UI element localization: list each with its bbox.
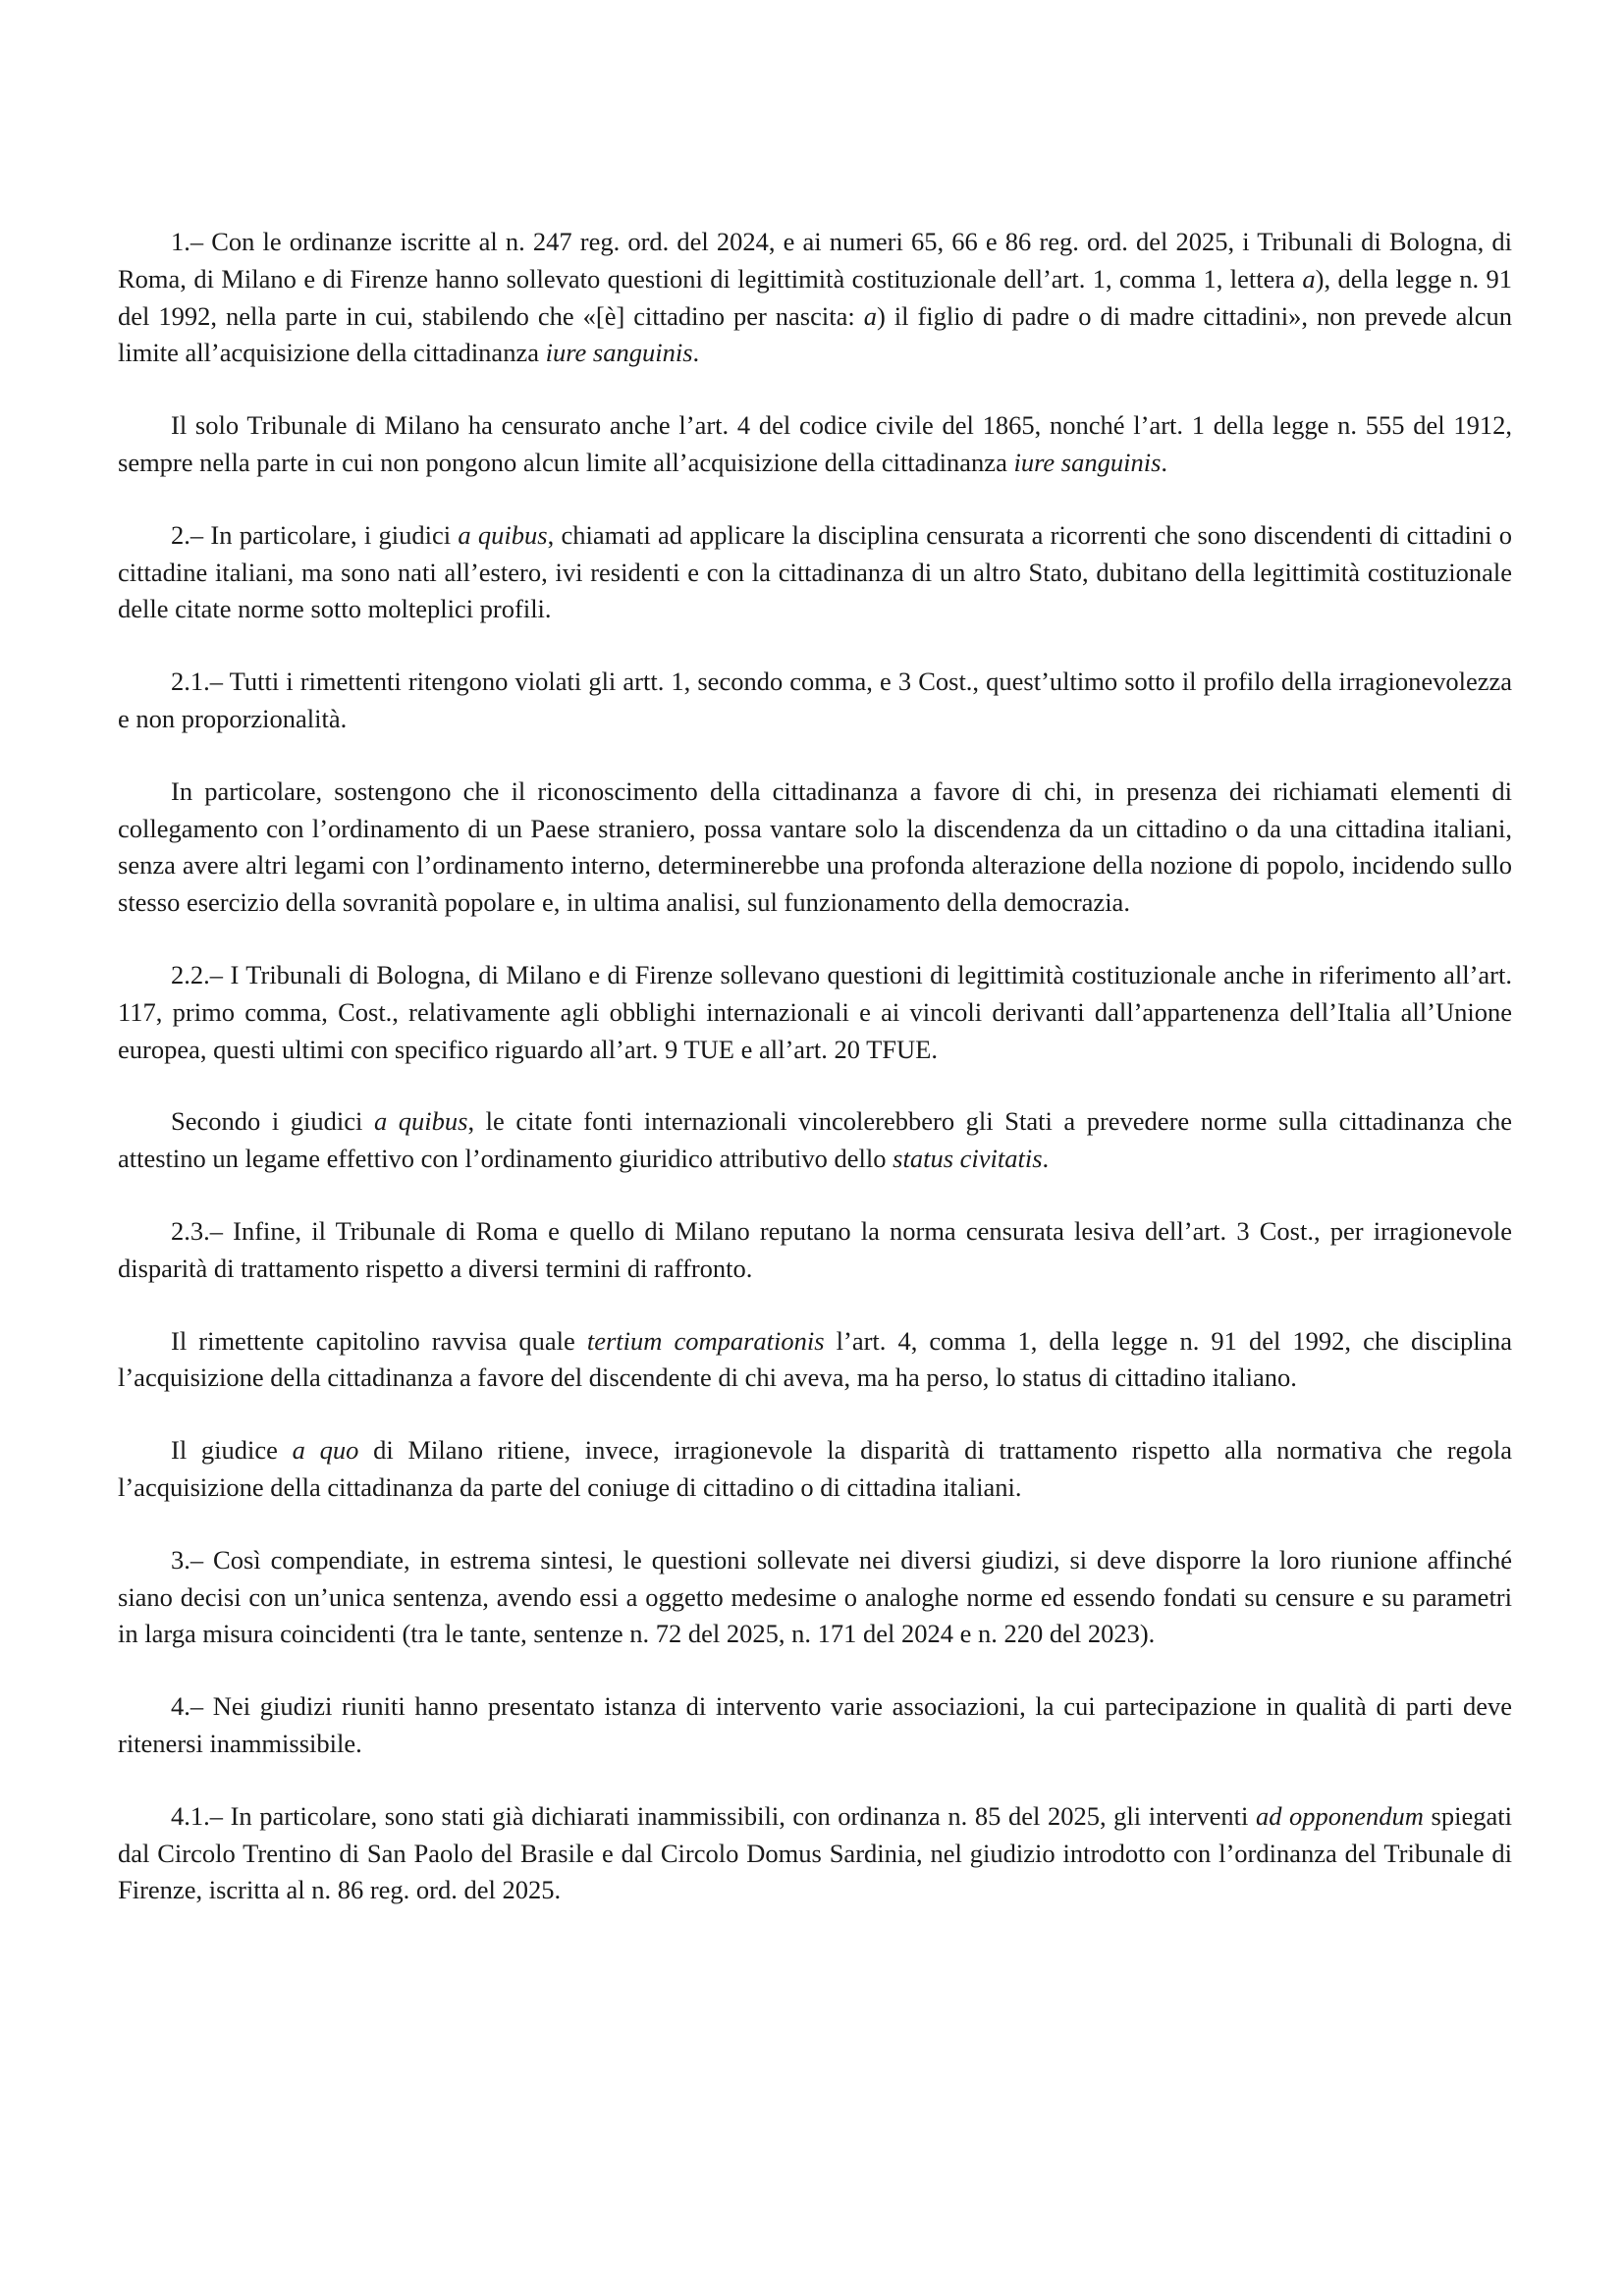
- paragraph: [118, 774, 1512, 922]
- text-run: , chiamati ad applicare la disciplina censurata a ricorrenti che sono discendenti di cittadini o cittadine italiani, ma sono nati all’estero, ivi residenti e con la cittadinanza di un altro Stato, dubitano della legittimità costituzionale delle citate norme sotto molteplici profili.: [118, 519, 1512, 624]
- italic-text: iure sanguinis: [545, 338, 693, 368]
- italic-text: a quibus: [458, 519, 548, 550]
- text-run: , le citate fonti internazionali vincolerebbero gli Stati a prevedere norme sulla cittadinanza che attestino un legame effettivo con l’ordinamento giuridico attributivo dello: [118, 1106, 1512, 1174]
- italic-text: ad opponendum: [1255, 1800, 1424, 1831]
- text-run: .: [1161, 447, 1168, 477]
- document-page: [118, 224, 1512, 1945]
- paragraph: [118, 1213, 1512, 1288]
- text-run: 2.2.– I Tribunali di Bologna, di Milano e di Firenze sollevano questioni di legittimità costituzionale anche in riferimento all’art. 117, primo comma, Cost., relativamente agli obblighi internazionali e ai vincoli derivanti dall’appartenenza dell’Italia all’Unione europea, questi ultimi con specifico riguardo all’art. 9 TUE e all’art. 20 TFUE.: [118, 959, 1512, 1064]
- paragraph: [118, 1688, 1512, 1763]
- text-run: 1.– Con le ordinanze iscritte al n. 247 reg. ord. del 2024, e ai numeri 65, 66 e 86 reg. ord. del 2025, i Tribunali di Bologna, di Roma, di Milano e di Firenze hanno sollevato questioni di legittimità costituzionale dell’art. 1, comma 1, lettera: [118, 227, 1512, 294]
- text-run: 4.– Nei giudizi riuniti hanno presentato istanza di intervento varie associazioni, la cui partecipazione in qualità di parti deve ritenersi inammissibile.: [118, 1691, 1512, 1758]
- text-run: 3.– Così compendiate, in estrema sintesi, le questioni sollevate nei diversi giudizi, si deve disporre la loro riunione affinché siano decisi con un’unica sentenza, avendo essi a oggetto medesime o analoghe norme ed essendo fondati su censure e su parametri in larga misura coincidenti (tra le tante, sentenze n. 72 del 2025, n. 171 del 2024 e n. 220 del 2023).: [118, 1544, 1512, 1649]
- italic-text: a: [863, 300, 877, 331]
- paragraph: [118, 1432, 1512, 1507]
- italic-text: a quo: [292, 1435, 359, 1466]
- paragraph: [118, 224, 1512, 372]
- text-run: ), della legge n. 91 del 1992, nella parte in cui, stabilendo che «[è] cittadino per nascita:: [118, 263, 1512, 331]
- text-run: 2.– In particolare, i giudici: [171, 519, 459, 550]
- text-run: 4.1.– In particolare, sono stati già dichiarati inammissibili, con ordinanza n. 85 del 2025, gli interventi: [171, 1800, 1256, 1831]
- text-run: Il rimettente capitolino ravvisa quale: [171, 1325, 587, 1356]
- italic-text: tertium comparationis: [586, 1325, 825, 1356]
- paragraph: [118, 664, 1512, 738]
- text-run: Il giudice: [171, 1435, 293, 1466]
- paragraph: [118, 517, 1512, 628]
- text-run: ) il figlio di padre o di madre cittadini», non prevede alcun limite all’acquisizione della cittadinanza: [118, 300, 1512, 368]
- text-run: .: [692, 338, 700, 368]
- italic-text: status civitatis: [893, 1144, 1043, 1174]
- text-run: 2.3.– Infine, il Tribunale di Roma e quello di Milano reputano la norma censurata lesiva dell’art. 3 Cost., per irragionevole disparità di trattamento rispetto a diversi termini di raffronto.: [118, 1215, 1512, 1283]
- text-run: spiegati dal Circolo Trentino di San Paolo del Brasile e dal Circolo Domus Sardinia, nel giudizio introdotto con l’ordinanza del Tribunale di Firenze, iscritta al n. 86 reg. ord. del 2025.: [118, 1800, 1512, 1905]
- italic-text: a: [1302, 263, 1316, 294]
- text-run: Il solo Tribunale di Milano ha censurato anche l’art. 4 del codice civile del 1865, nonché l’art. 1 della legge n. 555 del 1912, sempre nella parte in cui non pongono alcun limite all’acquisizione della cittadinanza: [118, 410, 1512, 477]
- paragraph: [118, 407, 1512, 482]
- italic-text: a quibus: [373, 1106, 468, 1137]
- paragraph: [118, 957, 1512, 1068]
- text-run: Secondo i giudici: [171, 1106, 374, 1137]
- paragraph: [118, 1542, 1512, 1653]
- text-run: di Milano ritiene, invece, irragionevole la disparità di trattamento rispetto alla normativa che regola l’acquisizione della cittadinanza da parte del coniuge di cittadino o di cittadina italiani.: [118, 1435, 1512, 1502]
- text-run: l’art. 4, comma 1, della legge n. 91 del 1992, che disciplina l’acquisizione della cittadinanza a favore del discendente di chi aveva, ma ha perso, lo status di cittadino italiano.: [118, 1325, 1512, 1393]
- paragraph: [118, 1323, 1512, 1398]
- text-run: In particolare, sostengono che il riconoscimento della cittadinanza a favore di chi, in presenza dei richiamati elementi di collegamento con l’ordinamento di un Paese straniero, possa vantare solo la discendenza da un cittadino o da una cittadina italiani, senza avere altri legami con l’ordinamento interno, determinerebbe una profonda alterazione della nozione di popolo, incidendo sullo stesso esercizio della sovranità popolare e, in ultima analisi, sul funzionamento della democrazia.: [118, 775, 1512, 918]
- text-run: 2.1.– Tutti i rimettenti ritengono violati gli artt. 1, secondo comma, e 3 Cost., quest’ultimo sotto il profilo della irragionevolezza e non proporzionalità.: [118, 667, 1512, 733]
- italic-text: iure sanguinis: [1013, 447, 1162, 477]
- paragraph: [118, 1798, 1512, 1909]
- paragraph: [118, 1103, 1512, 1178]
- text-run: .: [1042, 1144, 1050, 1174]
